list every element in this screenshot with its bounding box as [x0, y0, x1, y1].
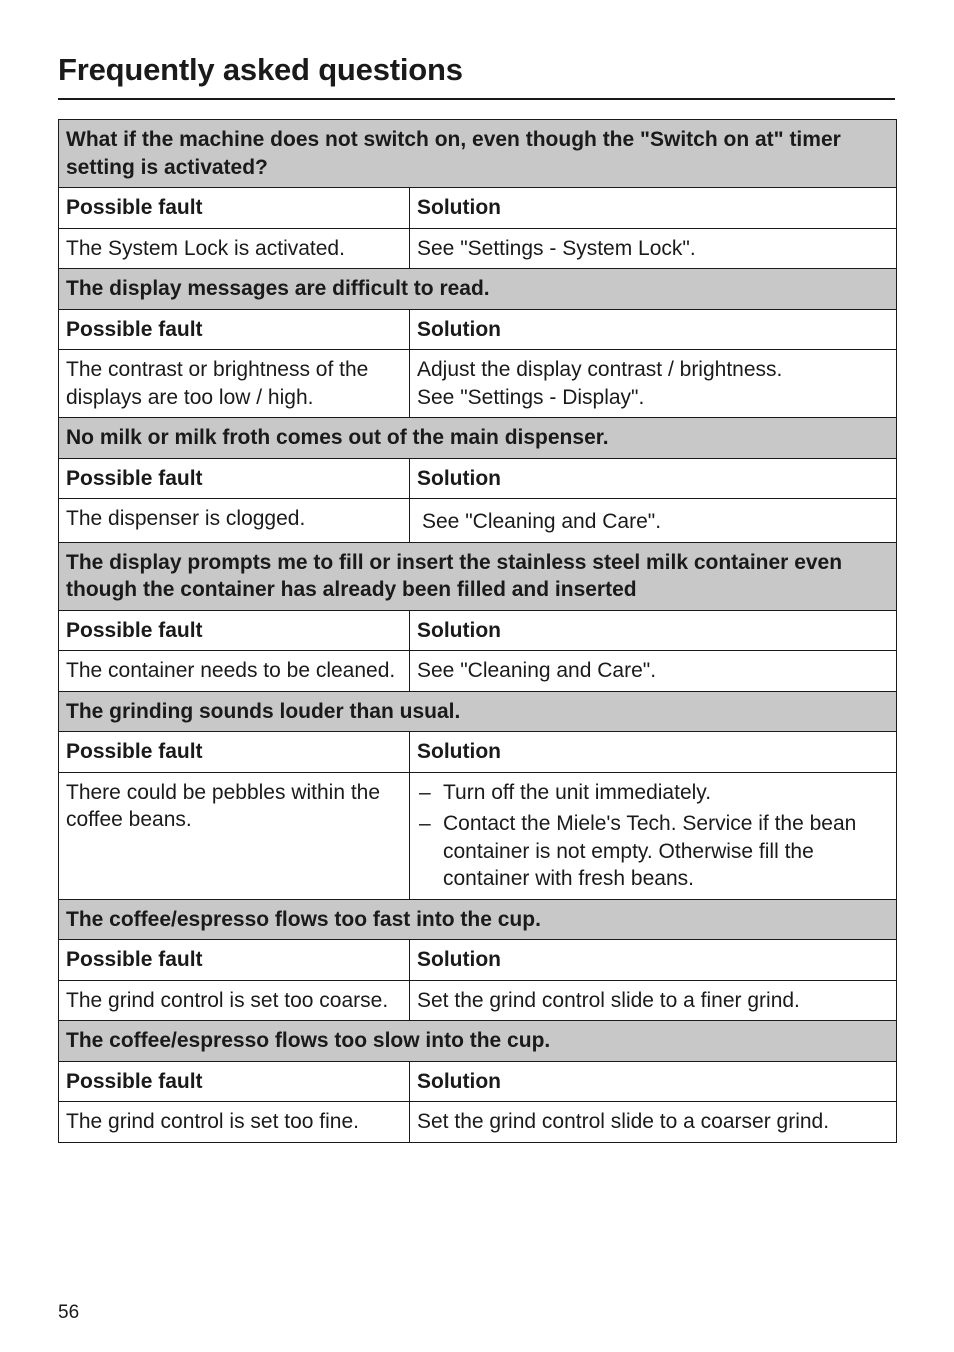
solution-cell	[410, 228, 897, 269]
header-row	[59, 188, 897, 229]
faq-table	[58, 119, 897, 1143]
fault-cell: There could be pebbles within the coffee beans.	[59, 772, 410, 899]
answer-row	[59, 350, 897, 418]
fault-cell: The container needs to be cleaned.	[59, 651, 410, 692]
answer-row	[59, 1102, 897, 1143]
header-row	[59, 309, 897, 350]
answer-row	[59, 499, 897, 543]
solution-header: Solution	[410, 610, 897, 651]
solution-header: Solution	[410, 188, 897, 229]
fault-header: Possible fault	[59, 610, 410, 651]
solution-header: Solution	[410, 732, 897, 773]
solution-cell	[410, 350, 897, 418]
question-row	[59, 899, 897, 940]
fault-header: Possible fault	[59, 940, 410, 981]
solution-step: – Contact the Miele's Tech. Service if the bean container is not empty. Otherwise fill the container with fresh beans.	[417, 810, 890, 893]
solution-header: Solution	[410, 940, 897, 981]
solution-cell	[410, 651, 897, 692]
header-row	[59, 940, 897, 981]
answer-row	[59, 980, 897, 1021]
question-row	[59, 269, 897, 310]
solution-cell	[410, 772, 897, 899]
question-text: The display messages are difficult to read.	[59, 269, 897, 310]
fault-cell: The System Lock is activated.	[59, 228, 410, 269]
solution-cell	[410, 980, 897, 1021]
question-row	[59, 542, 897, 610]
header-row	[59, 458, 897, 499]
question-text: The display prompts me to fill or insert the stainless steel milk container even though the container has already been filled and inserted	[59, 542, 897, 610]
solution-line: See "Cleaning and Care".	[422, 510, 662, 533]
question-row	[59, 120, 897, 188]
title-rule	[58, 98, 895, 100]
header-row	[59, 1061, 897, 1102]
fault-header: Possible fault	[59, 732, 410, 773]
solution-line: Set the grind control slide to a coarser grind.	[417, 1110, 830, 1133]
solution-header: Solution	[410, 309, 897, 350]
solution-line: See "Settings - Display".	[417, 385, 645, 409]
question-text: No milk or milk froth comes out of the main dispenser.	[59, 418, 897, 459]
question-text: The grinding sounds louder than usual.	[59, 691, 897, 732]
fault-header: Possible fault	[59, 458, 410, 499]
question-text: The coffee/espresso flows too fast into the cup.	[59, 899, 897, 940]
fault-cell: The dispenser is clogged.	[59, 499, 410, 543]
solution-cell	[410, 499, 897, 543]
page-number: 56	[58, 1302, 80, 1323]
fault-header: Possible fault	[59, 1061, 410, 1102]
fault-cell: The grind control is set too coarse.	[59, 980, 410, 1021]
question-row	[59, 1021, 897, 1062]
page-title: Frequently asked questions	[58, 52, 463, 87]
fault-cell: The contrast or brightness of the displays are too low / high.	[59, 350, 410, 418]
header-row	[59, 610, 897, 651]
solution-header: Solution	[410, 1061, 897, 1102]
question-row	[59, 691, 897, 732]
answer-row	[59, 651, 897, 692]
header-row	[59, 732, 897, 773]
solution-line: See "Cleaning and Care".	[417, 659, 657, 682]
solution-cell	[410, 1102, 897, 1143]
answer-row	[59, 772, 897, 899]
solution-steps	[417, 779, 890, 893]
answer-row	[59, 228, 897, 269]
fault-header: Possible fault	[59, 188, 410, 229]
solution-step: – Turn off the unit immediately.	[417, 779, 890, 807]
question-text: The coffee/espresso flows too slow into the cup.	[59, 1021, 897, 1062]
solution-line: Adjust the display contrast / brightness.	[417, 358, 783, 381]
question-row	[59, 418, 897, 459]
solution-line: Set the grind control slide to a finer grind.	[417, 988, 800, 1012]
solution-line: See "Settings - System Lock".	[417, 236, 696, 260]
solution-header: Solution	[410, 458, 897, 499]
fault-cell: The grind control is set too fine.	[59, 1102, 410, 1143]
fault-header: Possible fault	[59, 309, 410, 350]
question-text: What if the machine does not switch on, even though the "Switch on at" timer setting is activated?	[59, 120, 897, 188]
